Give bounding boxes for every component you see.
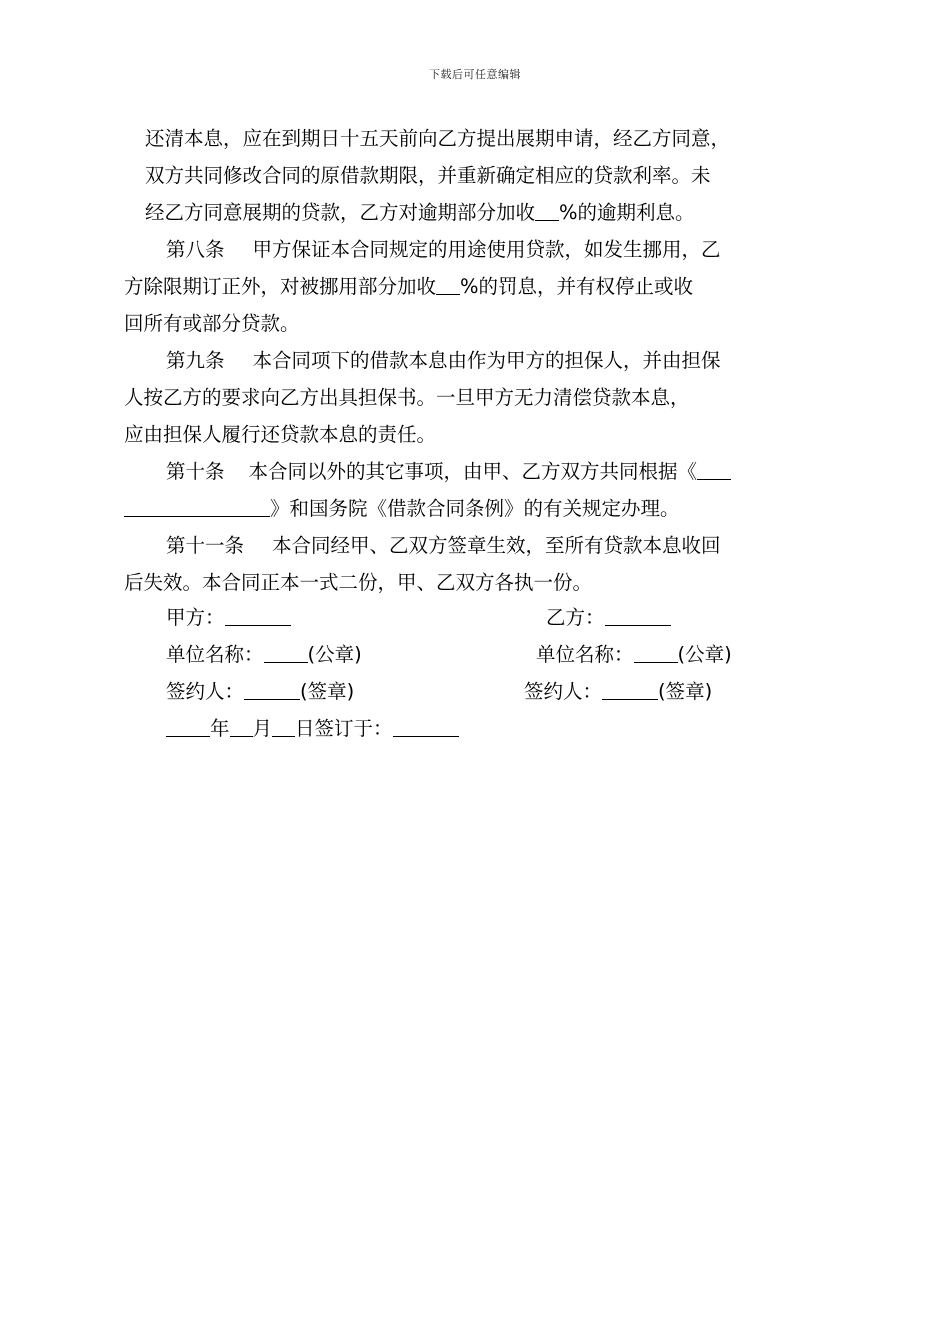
signer-row: [0, 673, 950, 710]
seal-b-label: (公章): [677, 643, 732, 666]
party-b-field[interactable]: [605, 607, 671, 626]
article-label: 第十一条: [166, 534, 245, 557]
month-field[interactable]: [230, 718, 253, 737]
sign-b-label: (签章): [658, 680, 713, 703]
signer-a: [166, 673, 354, 710]
text-line: 人按乙方的要求向乙方出具担保书。一旦甲方无力清偿贷款本息，: [124, 386, 690, 409]
unit-name-a: [166, 636, 362, 673]
day-field[interactable]: [272, 718, 295, 737]
page-header-note: 下载后可任意编辑: [429, 68, 521, 81]
text-segment: %的罚息，并有权停止或收: [460, 275, 694, 298]
contract-body: [124, 120, 810, 601]
article-9: [124, 342, 810, 453]
unit-name-b-field[interactable]: [634, 644, 678, 663]
party-b: [546, 599, 671, 636]
seal-a-label: (公章): [307, 643, 362, 666]
unit-name-a-label: 单位名称：: [166, 643, 264, 666]
party-a-field[interactable]: [225, 607, 291, 626]
year-field[interactable]: [166, 718, 210, 737]
continuation-paragraph: [145, 120, 810, 231]
text-segment: 方除限期订正外，对被挪用部分加收: [124, 275, 437, 298]
signer-b-label: 签约人：: [524, 680, 603, 703]
article-label: 第十条: [166, 460, 225, 483]
text-line: 回所有或部分贷款。: [124, 312, 300, 335]
party-row: [0, 599, 950, 636]
party-a: [166, 599, 291, 636]
text-line: 应由担保人履行还贷款本息的责任。: [124, 423, 437, 446]
text-segment: 》和国务院《借款合同条例》的有关规定办理。: [270, 497, 680, 520]
text-segment: 本合同经甲、乙双方签章生效，至所有贷款本息收回: [272, 534, 721, 557]
text-line: 双方共同修改合同的原借款期限，并重新确定相应的贷款利率。未: [145, 164, 711, 187]
text-line: 还清本息，应在到期日十五天前向乙方提出展期申请，经乙方同意，: [145, 127, 731, 150]
blank-field[interactable]: [124, 498, 270, 517]
blank-field[interactable]: [535, 202, 559, 221]
signer-b: [524, 673, 712, 710]
sign-a-label: (签章): [300, 680, 355, 703]
signer-a-label: 签约人：: [166, 680, 245, 703]
blank-field[interactable]: [697, 461, 731, 480]
month-label: 月: [252, 717, 273, 740]
text-segment: 本合同项下的借款本息由作为甲方的担保人，并由担保: [252, 349, 721, 372]
unit-name-b-label: 单位名称：: [536, 643, 634, 666]
signer-a-field[interactable]: [244, 681, 300, 700]
party-b-label: 乙方：: [546, 606, 605, 629]
text-segment: %的逾期利息。: [559, 201, 695, 224]
article-11: [124, 527, 810, 601]
blank-field[interactable]: [436, 276, 460, 295]
text-segment: 本合同以外的其它事项，由甲、乙方双方共同根据《: [248, 460, 698, 483]
signer-b-field[interactable]: [602, 681, 658, 700]
party-a-label: 甲方：: [166, 606, 225, 629]
unit-name-b: [536, 636, 732, 673]
article-10: [145, 453, 810, 527]
text-segment: 甲方保证本合同规定的用途使用贷款，如发生挪用，乙: [252, 238, 721, 261]
place-field[interactable]: [393, 718, 459, 737]
text-line: [166, 349, 721, 372]
text-segment: 经乙方同意展期的贷款，乙方对逾期部分加收: [145, 201, 536, 224]
unit-name-a-field[interactable]: [264, 644, 308, 663]
signing-date: [166, 710, 459, 747]
article-label: 第八条: [166, 238, 225, 261]
year-label: 年: [210, 717, 230, 740]
day-place-label: 日签订于：: [295, 717, 393, 740]
text-line: 后失效。本合同正本一式二份，甲、乙双方各执一份。: [124, 571, 593, 594]
article-8: [124, 231, 810, 342]
text-line: [124, 275, 693, 298]
text-line: [166, 238, 721, 261]
text-line: [145, 201, 695, 224]
text-line: [166, 460, 731, 483]
article-label: 第九条: [166, 349, 225, 372]
unit-row: [0, 636, 950, 673]
text-line: [166, 534, 721, 557]
text-line: [124, 497, 680, 520]
date-row: [0, 710, 950, 747]
